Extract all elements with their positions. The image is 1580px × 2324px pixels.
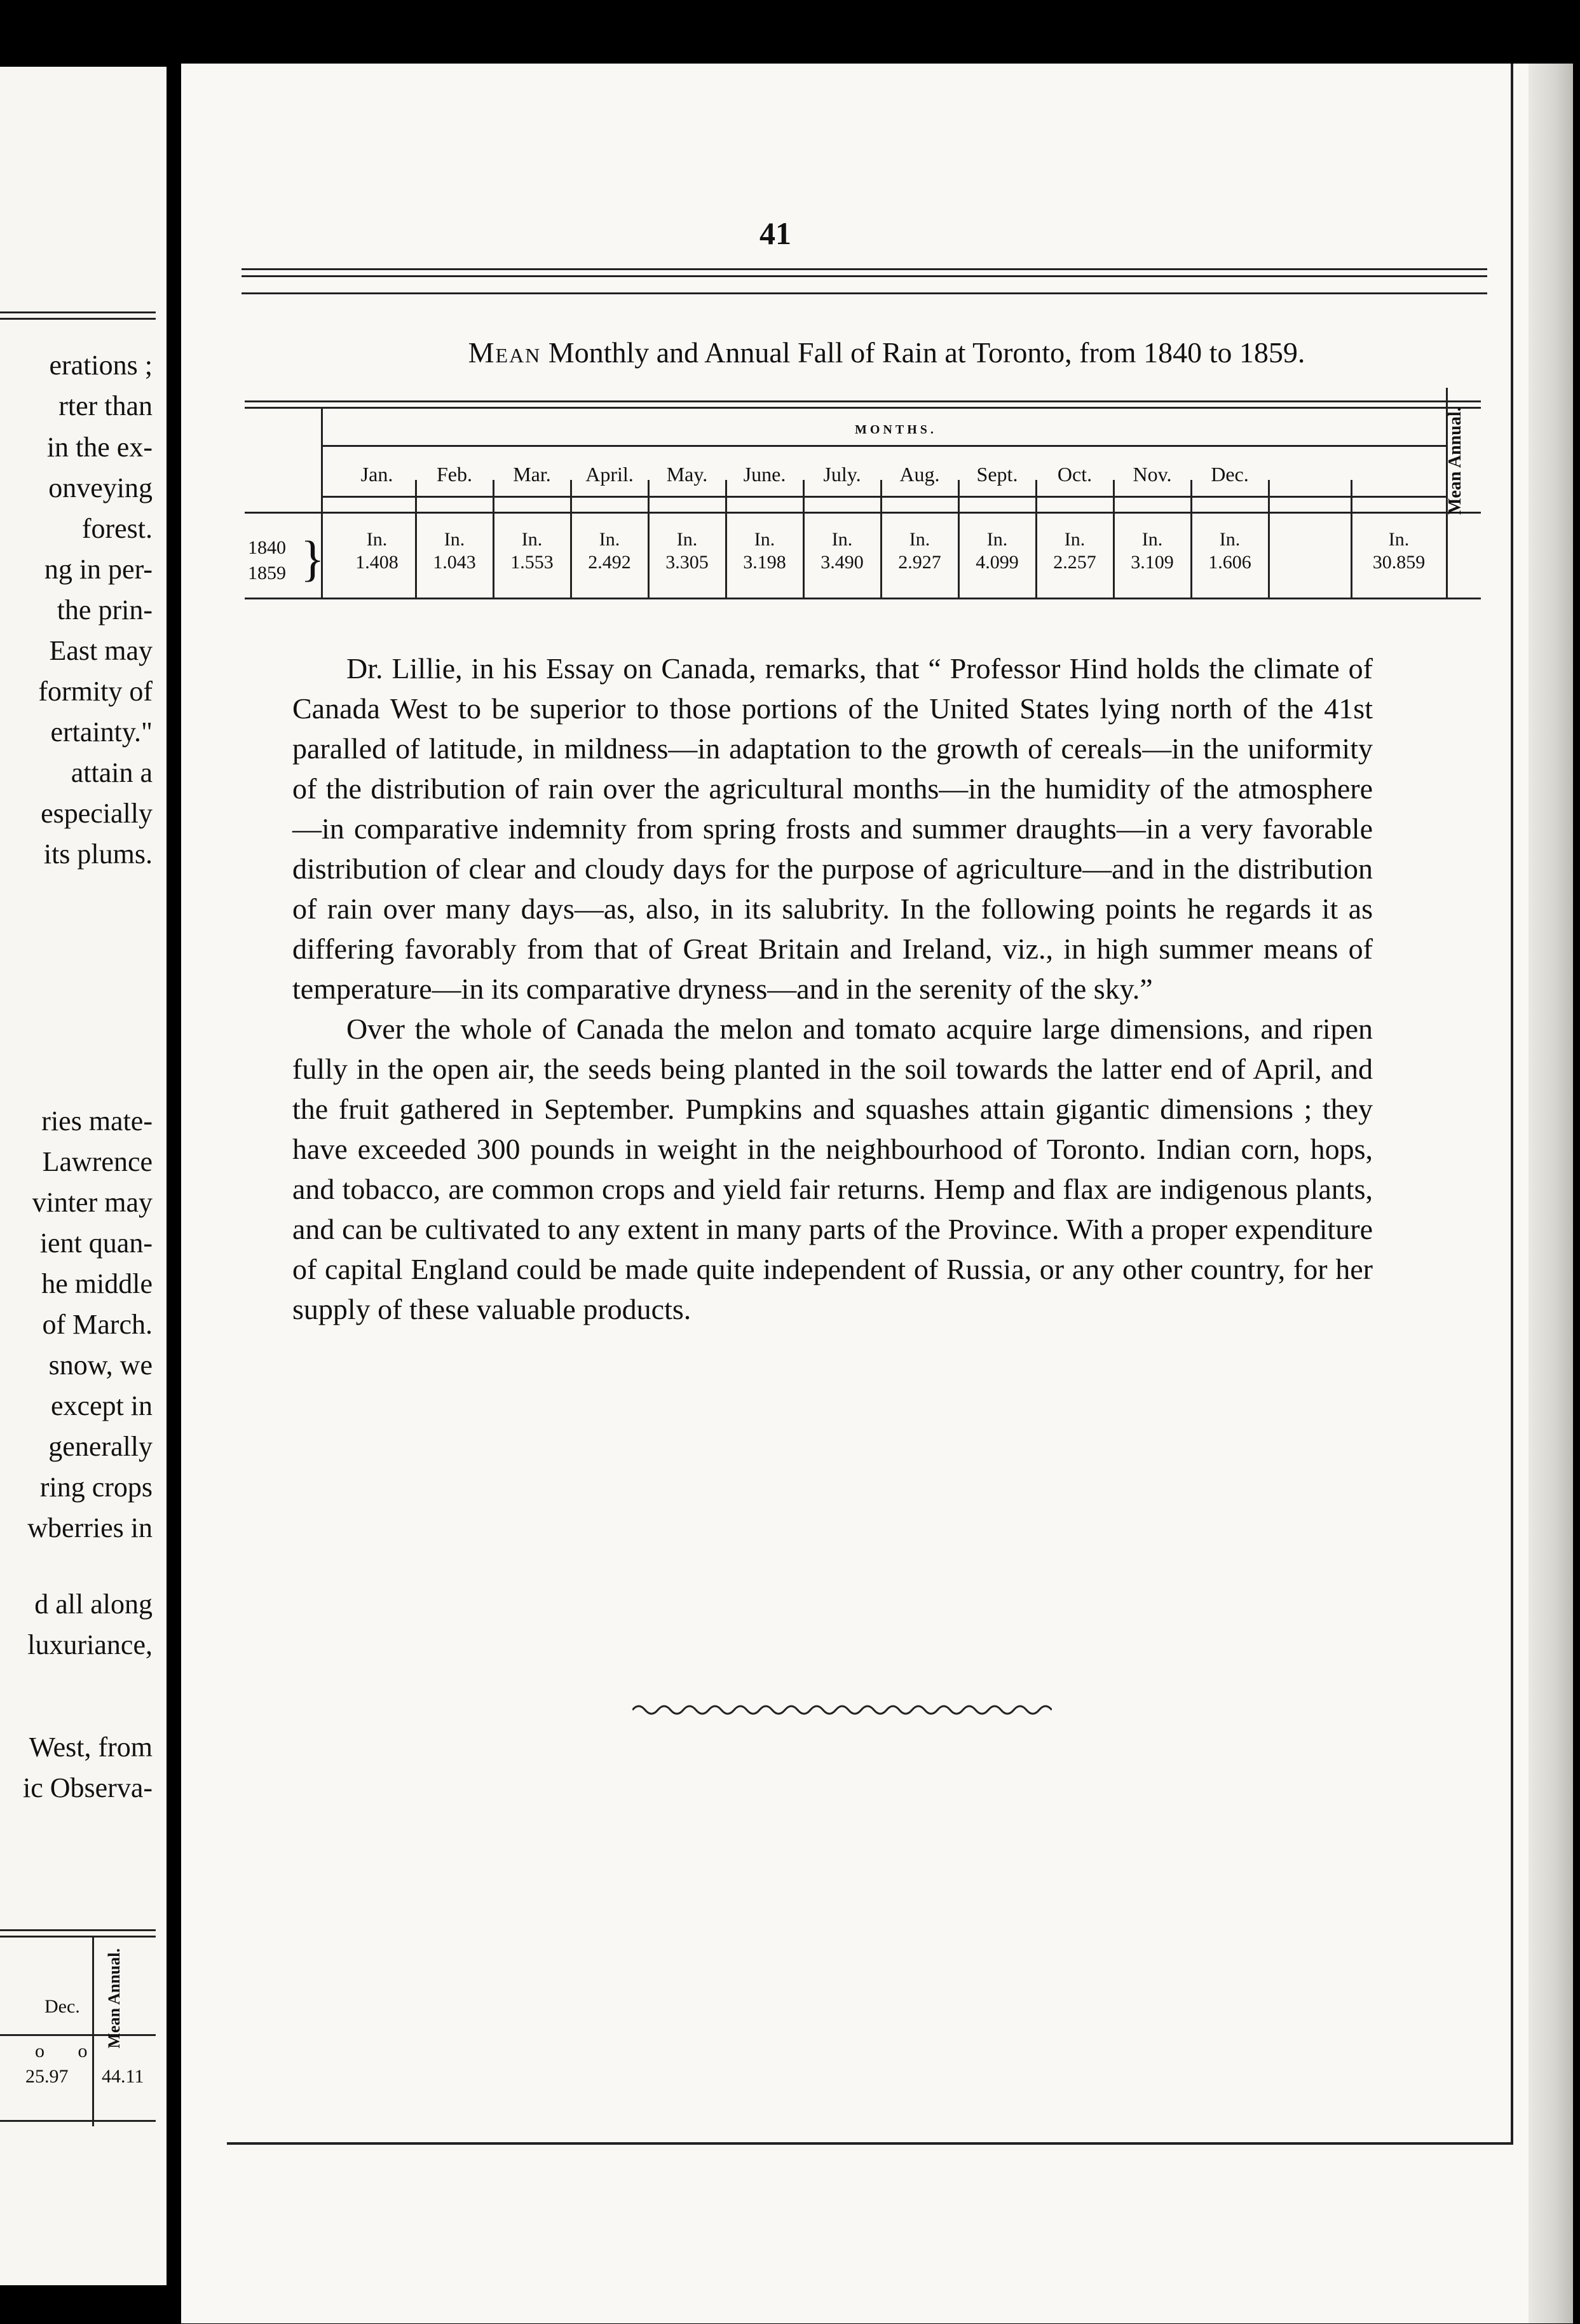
- month-header-oct: Oct.: [1057, 463, 1093, 486]
- unit-label: In.: [1219, 529, 1241, 550]
- month-header-feb: Feb.: [437, 463, 472, 486]
- year-end: 1859: [248, 563, 286, 584]
- value-mar: 1.553: [510, 552, 554, 573]
- left-page-line: ring crops: [39, 1472, 153, 1503]
- left-table-value: 25.97: [25, 2066, 69, 2087]
- month-header-sept: Sept.: [976, 463, 1018, 486]
- left-page-line: generally: [48, 1431, 153, 1462]
- left-page-table: [0, 1929, 156, 2133]
- paragraph: Over the whole of Canada the melon and tomato acquire large dimensions, and ripen fully in the open air, the seeds being planted in the soil towards the latter end of April, and the fruit gathered in September. Pumpkins and squashes attain gigantic dimensions ; they have exceeded 300 pounds in weight in the neighbourhood of Toronto. Indian corn, hops, and tobacco, are common crops and yield fair returns. Hemp and flax are indigenous plants, and can be cultivated to any extent in many parts of the Province. With a proper expenditure of capital England could be made quite independent of Russia, or any other country, for her supply of these valuable products.: [292, 1013, 1373, 1325]
- wavy-ornament-icon: [632, 1697, 1052, 1723]
- value-july: 3.490: [821, 552, 864, 573]
- value-april: 2.492: [588, 552, 631, 573]
- unit-label: In.: [1141, 529, 1163, 550]
- table-title-text: Monthly and Annual Fall of Rain at Toronto, from 1840 to 1859.: [541, 336, 1305, 369]
- left-page-line: ic Observa-: [22, 1772, 153, 1803]
- unit-label: In.: [366, 529, 388, 550]
- left-table-mean-header: Mean Annual.: [105, 1948, 123, 2049]
- left-page-line: formity of: [38, 676, 153, 707]
- left-page-line: vinter may: [32, 1187, 153, 1218]
- month-header-aug: Aug.: [899, 463, 940, 486]
- left-page-line: erations ;: [49, 350, 153, 381]
- left-table-unit: o: [35, 2040, 44, 2061]
- page: [181, 64, 1573, 2323]
- left-page-line: the prin-: [57, 594, 153, 625]
- left-page-line: Lawrence: [42, 1146, 153, 1177]
- value-nov: 3.109: [1131, 552, 1174, 573]
- left-page-line: ries mate-: [41, 1105, 153, 1137]
- value-feb: 1.043: [433, 552, 476, 573]
- month-header-june: June.: [743, 463, 786, 486]
- left-table-unit-row: [35, 2040, 116, 2062]
- unit-label: In.: [909, 529, 930, 550]
- rain-table: [245, 400, 1481, 626]
- left-page-line: ient quan-: [39, 1227, 153, 1259]
- left-page-line: d all along: [34, 1589, 153, 1620]
- month-header-july: July.: [823, 463, 861, 486]
- unit-label: In.: [754, 529, 775, 550]
- left-page-rule: [0, 318, 156, 320]
- left-page-line: rter than: [58, 390, 153, 421]
- unit-label: In.: [986, 529, 1008, 550]
- value-aug: 2.927: [898, 552, 941, 573]
- left-page-line: its plums.: [43, 838, 153, 870]
- left-page-line: ng in per-: [44, 554, 153, 585]
- left-page-line: onveying: [48, 472, 153, 503]
- unit-label: In.: [831, 529, 853, 550]
- left-page-fragment: [0, 67, 167, 2285]
- months-caption: MONTHS.: [855, 423, 937, 437]
- left-table-dec-header: Dec.: [44, 1996, 80, 2017]
- page-edge: [1529, 64, 1573, 2323]
- month-header-dec: Dec.: [1211, 463, 1249, 486]
- top-rule: [242, 268, 1487, 270]
- unit-label: In.: [444, 529, 465, 550]
- left-page-line: he middle: [41, 1268, 153, 1299]
- left-page-line: West, from: [29, 1732, 153, 1763]
- left-page-line: wberries in: [27, 1512, 153, 1543]
- unit-label: In.: [521, 529, 543, 550]
- mean-annual-header: Mean Annual.: [1445, 407, 1465, 515]
- left-page-line: forest.: [81, 513, 153, 544]
- value-may: 3.305: [665, 552, 709, 573]
- value-oct: 2.257: [1053, 552, 1096, 573]
- left-page-line: especially: [41, 798, 153, 829]
- month-header-nov: Nov.: [1133, 463, 1172, 486]
- left-page-line: except in: [50, 1390, 153, 1421]
- table-title: [305, 336, 1468, 369]
- value-sept: 4.099: [976, 552, 1019, 573]
- year-start: 1840: [248, 537, 286, 558]
- month-header-mar: Mar.: [513, 463, 551, 486]
- unit-label: In.: [1388, 529, 1410, 550]
- left-page-line: in the ex-: [46, 432, 153, 463]
- brace-icon: }: [301, 531, 325, 586]
- paragraph: Dr. Lillie, in his Essay on Canada, remarks, that “ Professor Hind holds the climate of Canada West to be superior to those portions of the United States lying north of the 41st paralled of latitude, in mildness—in adaptation to the growth of cereals—in the uniformity of the distribution of rain over the agricultural months—in the humidity of the atmosphere—in comparative indemnity from spring frosts and summer draughts—in a very favorable distribution of clear and cloudy days for the purpose of agriculture—and in the distribution of rain over many days—as, also, in its salubrity. In the following points he regards it as differing favorably from that of Great Britain and Ireland, viz., in high summer means of temperature—in its comparative dryness—and in the serenity of the sky.”: [292, 652, 1373, 1005]
- left-table-unit: o: [78, 2040, 88, 2061]
- value-jan: 1.408: [355, 552, 398, 573]
- left-table-value-row: [25, 2066, 167, 2088]
- value-mean-annual: 30.859: [1372, 552, 1426, 573]
- left-page-line: luxuriance,: [27, 1629, 153, 1660]
- left-page-line: snow, we: [48, 1350, 153, 1381]
- left-page-line: attain a: [71, 757, 153, 788]
- left-page-line: East may: [49, 635, 153, 666]
- value-dec: 1.606: [1208, 552, 1251, 573]
- table-title-prefix: Mean: [468, 336, 541, 369]
- left-page-line: of March.: [42, 1309, 153, 1340]
- month-header-may: May.: [666, 463, 708, 486]
- month-header-jan: Jan.: [360, 463, 393, 486]
- unit-label: In.: [599, 529, 620, 550]
- value-june: 3.198: [743, 552, 786, 573]
- left-page-rule: [0, 311, 156, 313]
- top-rule: [242, 275, 1487, 277]
- month-header-april: April.: [585, 463, 634, 486]
- page-number: 41: [759, 215, 791, 251]
- unit-label: In.: [676, 529, 698, 550]
- top-rule: [242, 292, 1487, 294]
- unit-label: In.: [1064, 529, 1086, 550]
- left-table-value: 44.11: [102, 2066, 144, 2087]
- left-page-line: ertainty.": [50, 716, 153, 748]
- body-text: [292, 648, 1373, 1329]
